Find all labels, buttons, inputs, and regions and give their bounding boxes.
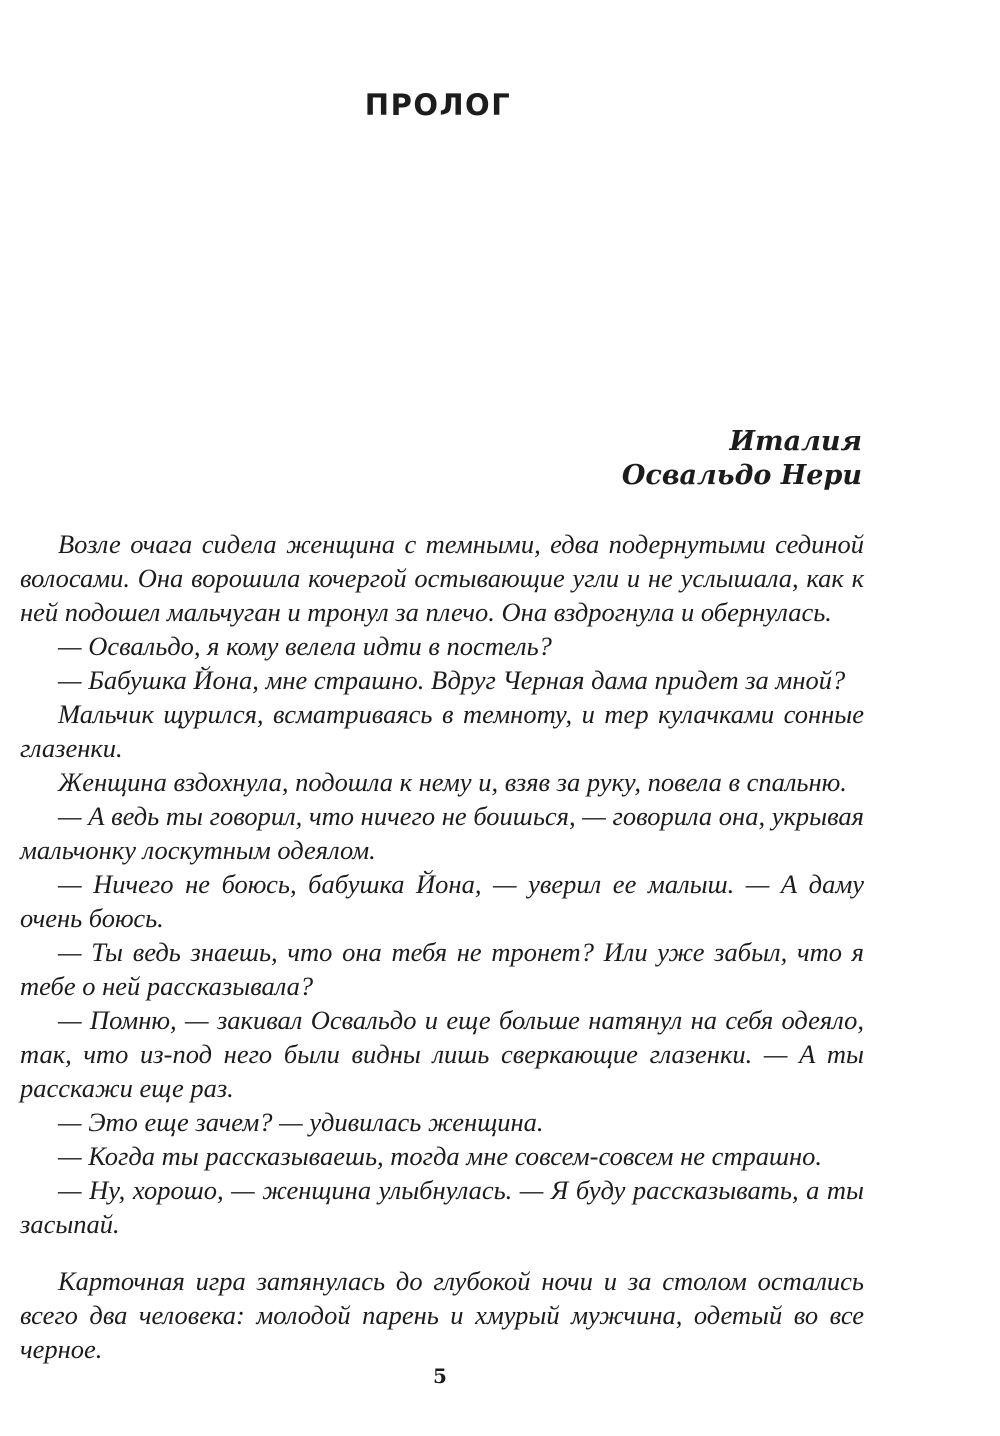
paragraph: Возле очага сидела женщина с темными, едва подернутыми сединой волосами. Она ворошила кочергой остывающие угли и не услышала, как к ней подошел мальчуган и тронул за плечо. Она вздрогнула и обернулась. (20, 529, 864, 627)
paragraph: — Это еще зачем? — удивилась женщина. (58, 1107, 544, 1137)
paragraph: — А ведь ты говорил, что ничего не боишься, — говорила она, укрывая мальчонку лоскутным одеялом. (20, 801, 864, 865)
epigraph-character: Освальдо Нери (621, 460, 862, 491)
chapter-title: ПРОЛОГ (364, 88, 512, 122)
paragraph: Женщина вздохнула, подошла к нему и, взяв за руку, повела в спальню. (58, 767, 847, 797)
main-text (20, 527, 864, 1241)
epigraph-location: Италия (729, 426, 862, 457)
paragraph: Мальчик щурился, всматриваясь в темноту, и тер кулачками сонные глазенки. (20, 699, 864, 763)
paragraph: — Бабушка Йона, мне страшно. Вдруг Черная дама придет за мной? (58, 665, 846, 695)
paragraph: — Ты ведь знаешь, что она тебя не тронет? Или уже забыл, что я тебе о ней рассказывала? (20, 937, 864, 1001)
paragraph: — Освальдо, я кому велела идти в постель? (58, 631, 552, 661)
second-section-text (20, 1264, 864, 1366)
paragraph: — Ну, хорошо, — женщина улыбнулась. — Я буду рассказывать, а ты засыпай. (20, 1175, 864, 1239)
paragraph: — Когда ты рассказываешь, тогда мне совсем-совсем не страшно. (58, 1141, 823, 1171)
page-number: 5 (433, 1364, 447, 1388)
paragraph: Карточная игра затянулась до глубокой ночи и за столом остались всего два человека: молодой парень и хмурый мужчина, одетый во все черное. (20, 1266, 864, 1364)
paragraph: — Ничего не боюсь, бабушка Йона, — уверил ее малыш. — А даму очень боюсь. (20, 869, 864, 933)
paragraph: — Помню, — закивал Освальдо и еще больше натянул на себя одеяло, так, что из-под него были видны лишь сверкающие глазенки. — А ты расскажи еще раз. (20, 1005, 864, 1103)
epigraph (622, 425, 862, 493)
